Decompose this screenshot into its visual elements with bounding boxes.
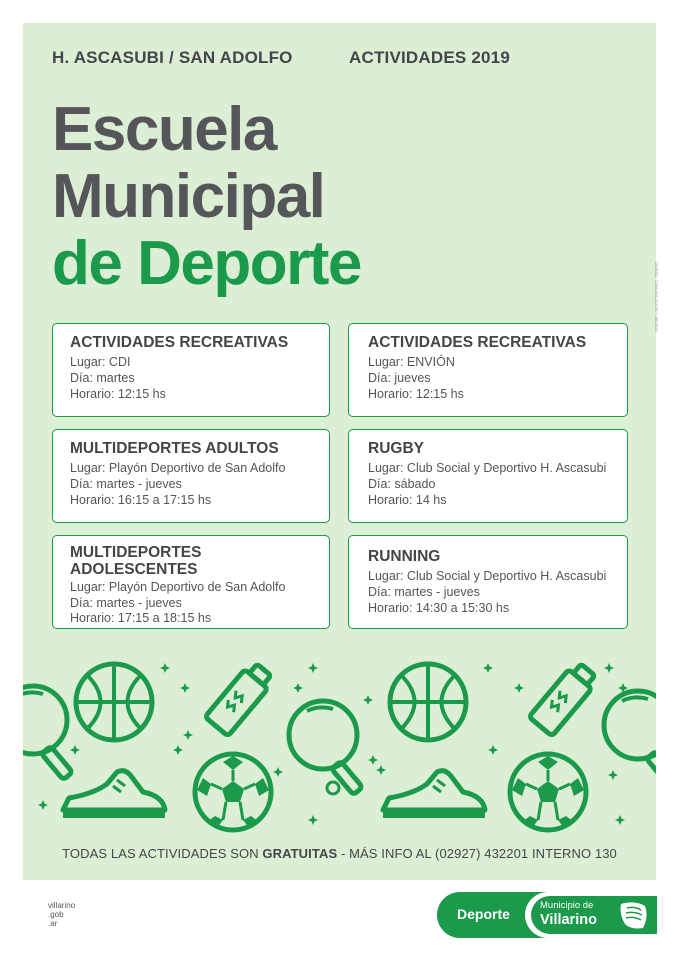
sparkle-icon <box>293 683 303 693</box>
activity-card <box>52 535 330 629</box>
site-logo <box>48 901 75 928</box>
sparkle-icon <box>488 745 498 755</box>
ping-pong-ball-icon <box>327 782 339 794</box>
activity-title: ADOLESCENTES <box>70 561 198 578</box>
activity-place: Lugar: Playón Deportivo de San Adolfo <box>70 580 286 594</box>
location-heading: H. ASCASUBI / SAN ADOLFO <box>52 48 293 67</box>
activity-time: Horario: 17:15 a 18:15 hs <box>70 611 212 625</box>
activity-title: ACTIVIDADES RECREATIVAS <box>70 334 289 351</box>
ping-pong-paddle-icon <box>289 701 363 795</box>
activity-place: Lugar: Club Social y Deportivo H. Ascasubi <box>368 569 607 583</box>
activity-card <box>348 429 628 523</box>
activity-title: RUNNING <box>368 548 441 565</box>
ping-pong-paddle-icon <box>604 691 656 785</box>
info-footer <box>23 846 656 861</box>
activity-day: Día: martes - jueves <box>70 477 182 491</box>
soccer-ball-icon <box>510 754 586 830</box>
footer-contact: - MÁS INFO AL (02927) 432201 INTERNO 130 <box>337 846 617 861</box>
water-bottle-icon <box>205 660 276 736</box>
activity-time: Horario: 14:30 a 15:30 hs <box>368 601 510 615</box>
brand-municipio-label: Municipio de <box>540 900 594 911</box>
activity-day: Día: martes - jueves <box>368 585 480 599</box>
sparkle-icon <box>615 815 625 825</box>
footer-prefix: TODAS LAS ACTIVIDADES SON <box>62 846 263 861</box>
activity-time: Horario: 14 hs <box>368 493 447 507</box>
site-logo-line: .gob <box>48 910 64 919</box>
sparkle-icon <box>38 800 48 810</box>
sparkle-icon <box>604 663 614 673</box>
activity-place: Lugar: Club Social y Deportivo H. Ascasubi <box>368 461 607 475</box>
sparkle-icon <box>160 663 170 673</box>
activity-day: Día: sábado <box>368 477 436 491</box>
activity-title: MULTIDEPORTES ADULTOS <box>70 440 279 457</box>
activity-time: Horario: 12:15 hs <box>368 387 464 401</box>
activity-card <box>348 535 628 629</box>
sparkle-icon <box>308 815 318 825</box>
activity-title: MULTIDEPORTES <box>70 544 202 561</box>
basketball-icon <box>390 664 466 740</box>
design-credit: DISEÑO: COMUNICACIÓN Y MEDIOS <box>654 262 659 332</box>
sports-pattern <box>23 650 656 840</box>
site-logo-line: .ar <box>48 919 58 928</box>
year-heading: ACTIVIDADES 2019 <box>349 48 510 67</box>
activity-place: Lugar: ENVIÓN <box>368 355 455 369</box>
ping-pong-paddle-icon <box>23 686 73 780</box>
title-line-2: Municipal <box>52 162 325 231</box>
activity-title: ACTIVIDADES RECREATIVAS <box>368 334 587 351</box>
activity-card <box>348 323 628 417</box>
sparkle-icon <box>376 765 386 775</box>
site-logo-line: villarino <box>48 901 76 910</box>
sparkle-icon <box>308 663 318 673</box>
activity-title: RUGBY <box>368 440 424 457</box>
municipality-emblem-icon <box>617 898 651 932</box>
activity-day: Día: martes <box>70 371 135 385</box>
sparkle-icon <box>70 745 80 755</box>
footer-free-label: GRATUITAS <box>262 846 338 861</box>
activity-time: Horario: 12:15 hs <box>70 387 166 401</box>
brand-villarino-label: Villarino <box>540 912 597 928</box>
sparkle-icon <box>273 767 283 777</box>
sparkle-icon <box>368 755 378 765</box>
basketball-icon <box>76 664 152 740</box>
activity-place: Lugar: CDI <box>70 355 131 369</box>
sparkle-icon <box>180 683 190 693</box>
water-bottle-icon <box>529 660 600 736</box>
sparkle-icon <box>608 770 618 780</box>
activity-day: Día: jueves <box>368 371 431 385</box>
sparkle-icon <box>514 683 524 693</box>
soccer-ball-icon <box>195 754 271 830</box>
sparkle-icon <box>173 745 183 755</box>
activity-card <box>52 429 330 523</box>
activity-day: Día: martes - jueves <box>70 596 182 610</box>
sparkle-icon <box>483 663 493 673</box>
sneaker-icon <box>63 771 165 818</box>
activity-place: Lugar: Playón Deportivo de San Adolfo <box>70 461 286 475</box>
sneaker-icon <box>383 771 485 818</box>
title-line-3: de Deporte <box>52 229 361 298</box>
sparkle-icon <box>183 730 193 740</box>
activity-time: Horario: 16:15 a 17:15 hs <box>70 493 212 507</box>
title-line-1: Escuela <box>52 95 276 164</box>
sparkle-icon <box>363 695 373 705</box>
brand-deporte-label: Deporte <box>457 906 510 922</box>
activity-card <box>52 323 330 417</box>
